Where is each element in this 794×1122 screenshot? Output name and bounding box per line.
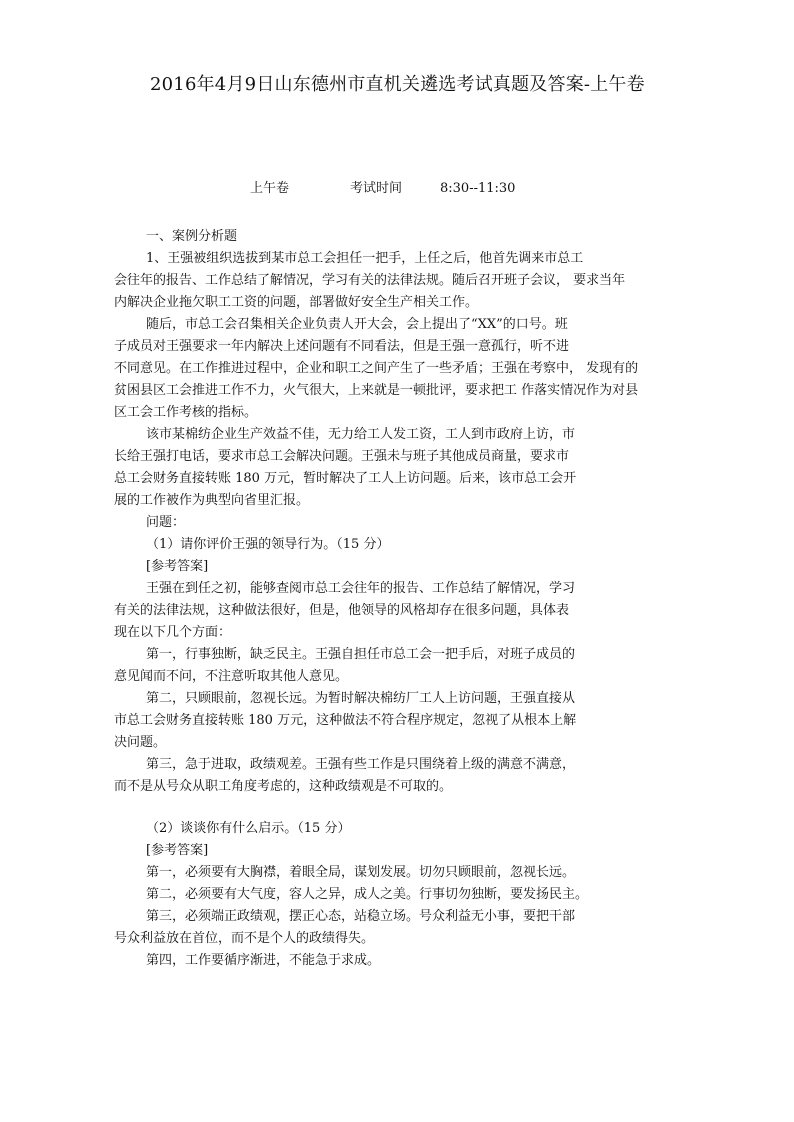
text-line: 王强在到任之初，能够查阅市总工会往年的报告、工作总结了解情况，学习 xyxy=(146,581,576,596)
text-line: 第二，必须要有大气度，容人之异，成人之美。行事切勿独断，要发扬民主。 xyxy=(146,887,589,902)
text-line: 第一，必须要有大胸襟，着眼全局，谋划发展。切勿只顾眼前，忽视长远。 xyxy=(146,865,576,880)
text-line: 市总工会财务直接转账 180 万元，这种做法不符合程序规定，忽视了从根本上解 xyxy=(114,713,577,728)
text-line: 会往年的报告、工作总结了解情况，学习有关的法律法规。随后召开班子会议， 要求当年 xyxy=(114,273,626,288)
text-line: 不同意见。在工作推进过程中，企业和职工之间产生了一些矛盾；王强在考察中， 发现有的 xyxy=(114,361,639,376)
document-title: 2016年4月9日山东德州市直机关遴选考试真题及答案-上午卷 xyxy=(150,74,645,95)
text-line: 意见闻而不问，不注意听取其他人意见。 xyxy=(114,669,349,684)
text-line: 第二，只顾眼前，忽视长远。为暂时解决棉纺厂工人上访问题，王强直接从 xyxy=(146,691,576,706)
text-line: 有关的法律法规，这种做法很好，但是，他领导的风格却存在很多问题，具体表 xyxy=(114,603,570,618)
session-label: 上午卷 xyxy=(250,181,290,196)
question-2: （2）谈谈你有什么启示。（15 分） xyxy=(146,821,351,836)
text-line: 内解决企业拖欠职工工资的问题，部署做好安全生产相关工作。 xyxy=(114,295,479,310)
text-line: 该市某棉纺企业生产效益不佳，无力给工人发工资，工人到市政府上访，市 xyxy=(146,427,576,442)
answer-label: [参考答案] xyxy=(146,843,209,858)
text-line: 区工会工作考核的指标。 xyxy=(114,405,258,420)
text-line: 号众利益放在首位，而不是个人的政绩得失。 xyxy=(114,931,375,946)
text-line: 长给王强打电话，要求市总工会解决问题。王强未与班子其他成员商量，要求市 xyxy=(114,449,570,464)
text-line: 而不是从号众从职工角度考虑的，这种政绩观是不可取的。 xyxy=(114,779,453,794)
text-line: 第四，工作要循序渐进，不能急于求成。 xyxy=(146,953,381,968)
answer-label: [参考答案] xyxy=(146,559,209,574)
text-line: 第一，行事独断，缺乏民主。王强自担任市总工会一把手后，对班子成员的 xyxy=(146,647,576,662)
text-line: 决问题。 xyxy=(114,735,167,750)
text-line: 现在以下几个方面： xyxy=(114,625,232,640)
section-heading: 一、案例分析题 xyxy=(146,229,238,244)
exam-time-label: 考试时间 xyxy=(350,181,403,196)
question-1: （1）请你评价王强的领导行为。（15 分） xyxy=(146,537,390,552)
text-line: 子成员对王强要求一年内解决上述问题有不同看法，但是王强一意孤行，听不进 xyxy=(114,339,570,354)
text-line: 第三，必须端正政绩观，摆正心态，站稳立场。号众利益无小事，要把干部 xyxy=(146,909,576,924)
question-label: 问题： xyxy=(146,515,186,530)
text-line: 展的工作被作为典型向省里汇报。 xyxy=(114,493,310,508)
text-line: 总工会财务直接转账 180 万元，暂时解决了工人上访问题。后来，该市总工会开 xyxy=(114,471,577,486)
text-line: 随后，市总工会召集相关企业负责人开大会，会上提出了“XX”的口号。班 xyxy=(146,317,568,332)
text-line: 第三，急于进取，政绩观差。王强有些工作是只围绕着上级的满意不满意， xyxy=(146,757,576,772)
text-line: 贫困县区工会推进工作不力，火气很大，上来就是一顿批评，要求把工 作落实情况作为对县 xyxy=(114,383,639,398)
text-line: 1、王强被组织选拔到某市总工会担任一把手，上任之后，他首先调来市总工 xyxy=(146,251,584,266)
exam-time-value: 8:30--11:30 xyxy=(440,181,516,196)
